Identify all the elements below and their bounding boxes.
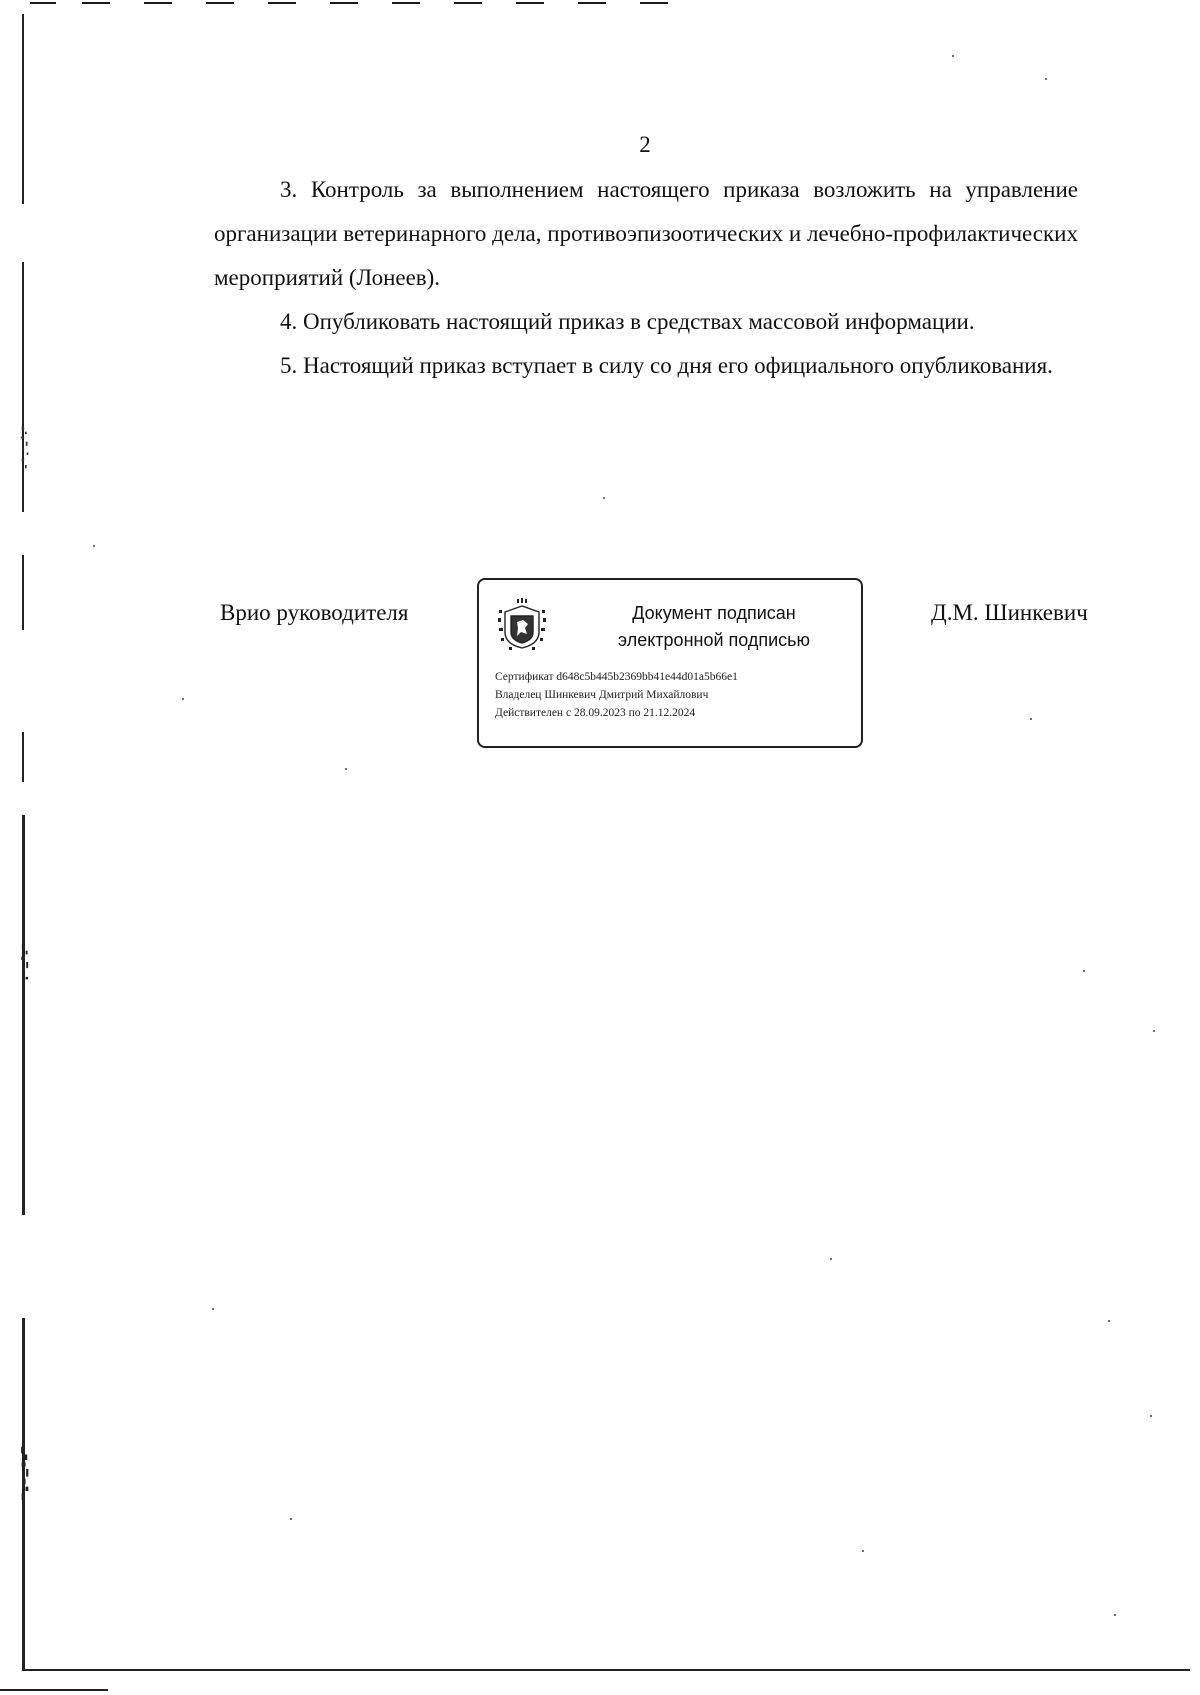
stamp-certificate: Сертификат d648c5b445b2369bb41e44d01a5b66e1 [495, 671, 738, 683]
scan-edge-bottom [22, 1669, 1190, 1671]
scan-speck [1030, 718, 1032, 720]
page-number: 2 [639, 132, 651, 157]
coat-of-arms-icon [497, 598, 547, 652]
paragraph-5-text: 5. Настоящий приказ вступает в силу со дня его официального опубликования. [280, 353, 1053, 378]
scan-speck [862, 1550, 864, 1552]
scan-speck [212, 1308, 214, 1310]
scan-speck [603, 497, 605, 499]
scan-speck [1045, 78, 1047, 80]
scan-speck [830, 1258, 832, 1260]
paragraph-4-text: 4. Опубликовать настоящий приказ в средствах массовой информации. [280, 309, 975, 334]
scan-speck [345, 768, 347, 770]
scan-edge-bottom-left [0, 1689, 108, 1691]
paragraph-4 [214, 300, 1078, 344]
scan-speck [290, 1518, 292, 1520]
paragraph-5 [214, 344, 1078, 388]
paragraph-3 [214, 168, 1078, 300]
stamp-details [495, 668, 738, 722]
scan-speck [1114, 1614, 1116, 1616]
stamp-title [589, 600, 839, 654]
scan-speck [1108, 1320, 1110, 1322]
scan-speck [1083, 970, 1085, 972]
stamp-owner: Владелец Шинкевич Дмитрий Михайлович [495, 689, 709, 701]
stamp-validity: Действителен с 28.09.2023 по 21.12.2024 [495, 707, 696, 719]
scan-speck [182, 698, 184, 700]
signatory-name: Д.М. Шинкевич [931, 600, 1088, 625]
order-body [214, 168, 1078, 388]
stamp-title-line-1: Документ подписан [632, 603, 796, 623]
stamp-title-line-2: электронной подписью [617, 630, 811, 650]
scan-speck [1150, 1415, 1152, 1417]
paragraph-3-text: 3. Контроль за выполнением настоящего приказа возложить на управление организации ветеринарного дела, противоэпизоотических и лечебно-профилактических мероприятий (Лонеев). [214, 177, 1078, 290]
electronic-signature-stamp [477, 578, 863, 748]
scan-edge-top [0, 0, 680, 8]
scan-edge-left [22, 0, 44, 1695]
scan-speck [952, 55, 954, 57]
scan-speck [93, 545, 95, 547]
signatory-role: Врио руководителя [220, 600, 409, 625]
scan-speck [1153, 1030, 1155, 1032]
